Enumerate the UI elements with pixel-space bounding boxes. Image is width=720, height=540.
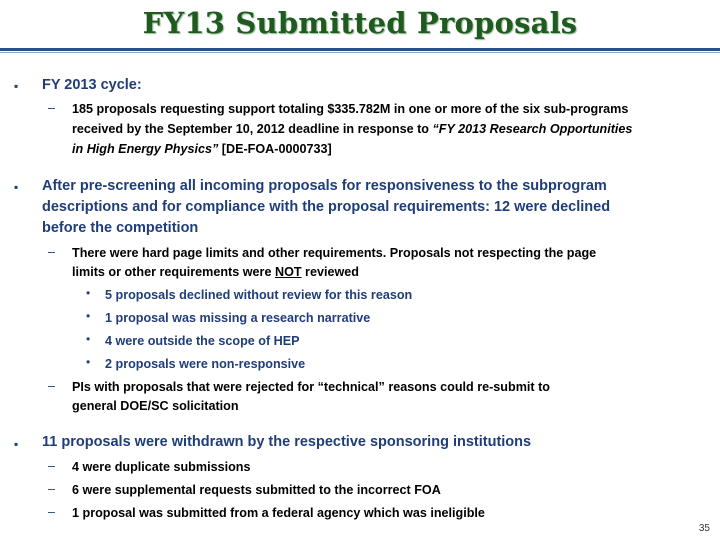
bullet-2-sub1-line1: There were hard page limits and other requirements. Proposals not respecting the page <box>72 246 597 260</box>
bullet-1-sub-line2: received by the September 10, 2012 deadline in response to “FY 2013 Research Opportunities <box>72 122 633 136</box>
dash-icon: – <box>48 459 56 473</box>
dot-bullet-icon: • <box>86 286 91 300</box>
square-bullet-icon: ▪ <box>14 437 19 451</box>
square-bullet-icon: ▪ <box>14 180 19 194</box>
dash-icon: – <box>48 379 56 393</box>
bullet-2-line3: before the competition <box>42 220 199 236</box>
declined-item: 2 proposals were non-responsive <box>105 357 306 371</box>
title-underline <box>0 48 720 51</box>
dash-icon: – <box>48 101 56 115</box>
bullet-3-sub: 4 were duplicate submissions <box>72 460 251 474</box>
bullet-2-line2: descriptions and for compliance with the proposal requirements: 12 were declined <box>42 199 611 215</box>
dot-bullet-icon: • <box>86 309 91 323</box>
title-underline-thin <box>0 52 720 53</box>
declined-item: 1 proposal was missing a research narrative <box>105 311 371 325</box>
dash-icon: – <box>48 505 56 519</box>
dash-icon: – <box>48 245 56 259</box>
square-bullet-icon: ▪ <box>14 79 19 93</box>
page-number: 35 <box>698 523 710 534</box>
bullet-2-sub2-line2: general DOE/SC solicitation <box>72 399 239 413</box>
bullet-1-sub-line3: in High Energy Physics” [DE-FOA-0000733] <box>72 142 332 156</box>
dot-bullet-icon: • <box>86 332 91 346</box>
bullet-1-text: FY 2013 cycle: <box>42 77 142 93</box>
dot-bullet-icon: • <box>86 355 91 369</box>
bullet-1-sub-line1: 185 proposals requesting support totaling $335.782M in one or more of the six sub-programs <box>72 102 629 116</box>
bullet-2-line1: After pre-screening all incoming proposals for responsiveness to the subprogram <box>42 178 607 194</box>
bullet-2-sub2-line1: PIs with proposals that were rejected for “technical” reasons could re-submit to <box>72 380 550 394</box>
slide-title: FY13 Submitted Proposals <box>142 6 578 40</box>
dash-icon: – <box>48 482 56 496</box>
declined-item: 5 proposals declined without review for this reason <box>105 288 413 302</box>
bullet-3-text: 11 proposals were withdrawn by the respective sponsoring institutions <box>42 434 532 450</box>
bullet-3-sub: 1 proposal was submitted from a federal agency which was ineligible <box>72 506 485 520</box>
declined-item: 4 were outside the scope of HEP <box>105 334 300 348</box>
bullet-3-sub: 6 were supplemental requests submitted to the incorrect FOA <box>72 483 441 497</box>
bullet-2-sub1-line2: limits or other requirements were NOT reviewed <box>72 265 359 279</box>
